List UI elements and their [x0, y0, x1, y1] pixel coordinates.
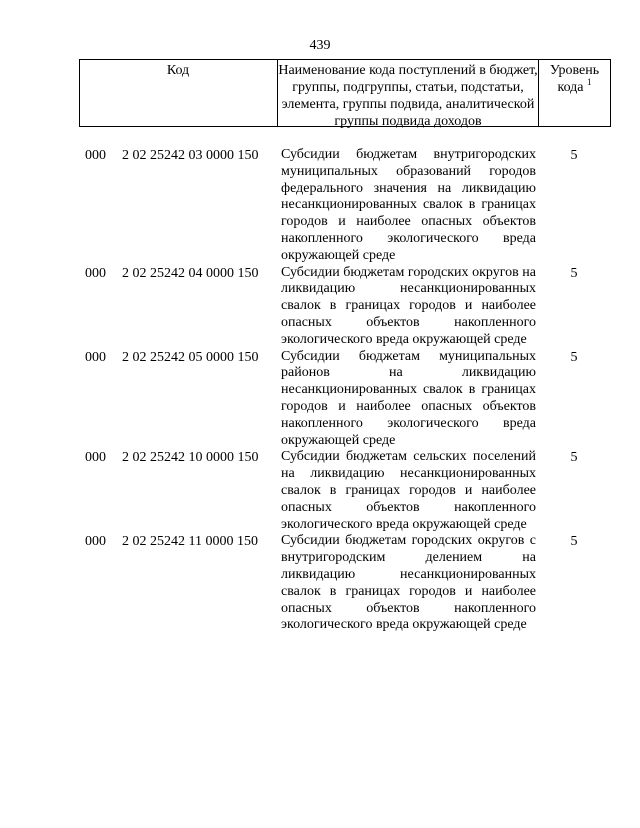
- income-name-cell: Субсидии бюджетам сельских поселений на ликвидацию несанкционированных свалок в границах городов и наиболее опасных объектов накопленного экологического вреда окружающей среде: [281, 449, 536, 532]
- header-level-label: Уровень кода: [549, 63, 600, 95]
- income-code-cell: 2 02 25242 03 0000 150: [122, 148, 259, 163]
- header-code: Код: [166, 63, 190, 78]
- income-code-cell: 2 02 25242 10 0000 150: [122, 450, 259, 466]
- code-level-cell: 5: [570, 265, 578, 281]
- income-name-cell: Субсидии бюджетам внутригородских муниципальных образований городов федерального значения на ликвидацию несанкционированных свалок в границах городов и наиболее опасных объектов накопленного экологического вреда окружающей среде: [281, 147, 536, 263]
- table-row: [0, 349, 640, 450]
- admin-code-cell: 000: [85, 265, 106, 281]
- header-level: [539, 62, 610, 96]
- admin-code-cell: 000: [85, 450, 106, 466]
- income-name-cell: Субсидии бюджетам городских округов на ликвидацию несанкционированных свалок в границах городов и наиболее опасных объектов накопленного экологического вреда окружающей среде: [281, 264, 536, 347]
- header-level-footnote: 1: [587, 77, 592, 87]
- page-number: 439: [309, 38, 331, 53]
- income-code-cell: 2 02 25242 05 0000 150: [122, 349, 259, 365]
- income-name-cell: Субсидии бюджетам городских округов с внутригородским делением на ликвидацию несанкционированных свалок в границах городов и наиболее опасных объектов накопленного экологического вреда окружающей среде: [281, 533, 536, 633]
- income-name-cell: Субсидии бюджетам муниципальных районов на ликвидацию несанкционированных свалок в границах городов и наиболее опасных объектов накопленного экологического вреда окружающей среде: [281, 348, 536, 448]
- code-level-cell: 5: [570, 349, 578, 365]
- table-row: [0, 533, 640, 634]
- code-level-cell: 5: [570, 534, 578, 550]
- admin-code-cell: 000: [85, 148, 106, 163]
- code-level-cell: 5: [570, 450, 578, 466]
- admin-code-cell: 000: [85, 349, 106, 365]
- table-row: [0, 265, 640, 349]
- header-border-right: [610, 60, 611, 126]
- table-body: [0, 147, 640, 634]
- code-level-cell: 5: [570, 148, 578, 163]
- table-row: [0, 449, 640, 533]
- header-name: Наименование кода поступлений в бюджет, группы, подгруппы, статьи, подстатьи, элемента, группы подвида, аналитической группы подвида доходов: [278, 63, 538, 129]
- table-header: [79, 59, 611, 127]
- table-row: [0, 147, 640, 265]
- income-code-cell: 2 02 25242 04 0000 150: [122, 265, 259, 281]
- income-code-cell: 2 02 25242 11 0000 150: [122, 534, 258, 550]
- admin-code-cell: 000: [85, 534, 106, 550]
